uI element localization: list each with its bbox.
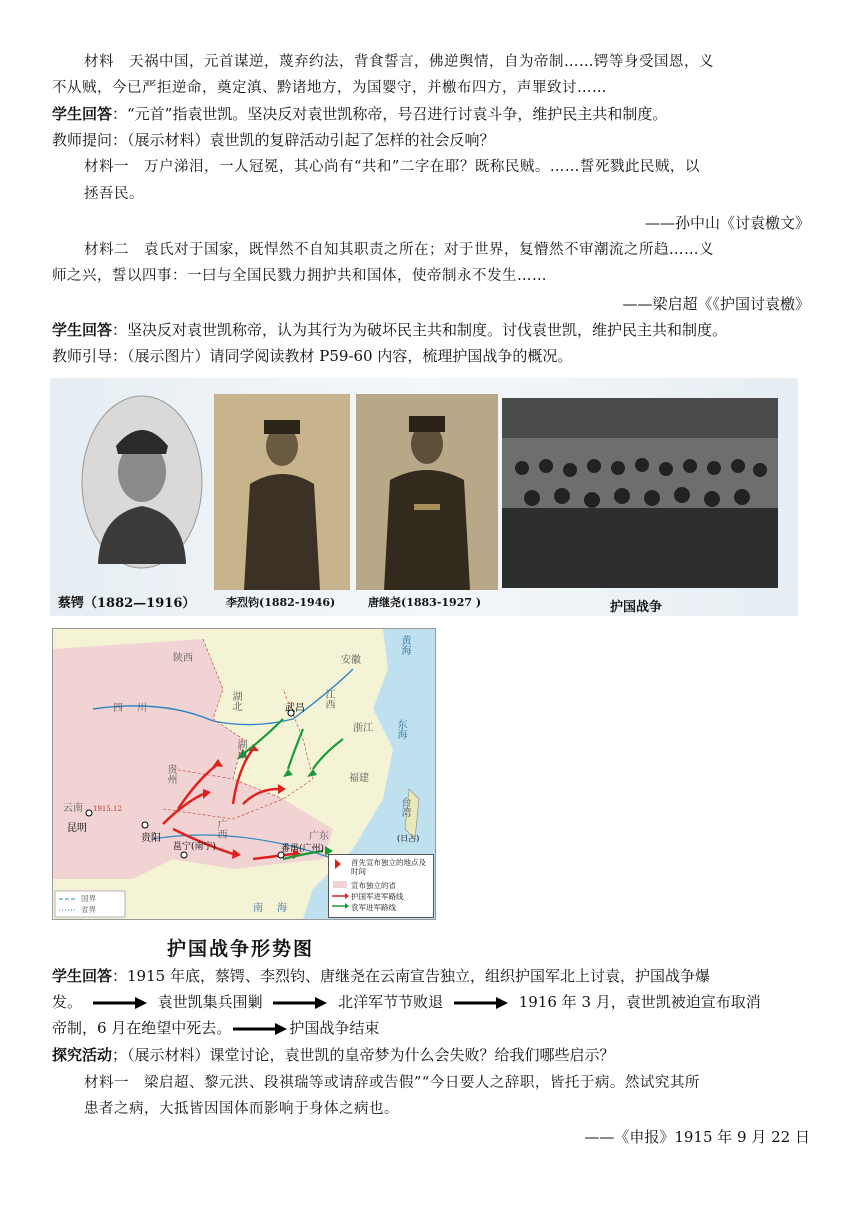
caption-li-liejun: 李烈钧(1882-1946) — [226, 596, 336, 609]
student-answer-2 — [52, 320, 810, 341]
sequence-step: 帝制，6 月在绝望中死去。 — [52, 1019, 232, 1037]
date-marker: 1915.12 — [93, 805, 122, 813]
region-label: 安徽 — [341, 655, 361, 666]
sea-label: 南海 — [253, 903, 301, 914]
city-guiyang: 贵阳 — [141, 833, 161, 844]
sequence-step: 1916 年 3 月，袁世凯被迫宣布取消 — [518, 993, 761, 1011]
region-label: 陕西 — [173, 653, 193, 664]
student-answer-text: ：坚决反对袁世凯称帝，认为其行为为破坏民主共和制度。讨伐袁世凯，维护民主共和制度。 — [112, 321, 728, 339]
sequence-step: 袁世凯集兵围剿 — [157, 993, 263, 1011]
inquiry-label: 探究活动 — [52, 1046, 113, 1064]
student-answer-label: 学生回答 — [52, 105, 113, 123]
material-one-cont: 拯吾民。 — [84, 186, 144, 202]
region-label: 贵州 — [165, 764, 176, 784]
teacher-guide: 教师引导：（展示图片）请同学阅读教材 P59-60 内容，梳理护国战争的概况。 — [52, 347, 573, 365]
region-label: 福建 — [349, 773, 369, 784]
source-shenbao: ——《申报》1915 年 9 月 22 日 — [584, 1128, 810, 1146]
city-nanning: 邕宁(南宁) — [173, 842, 217, 852]
legend-first: 首先宣布独立的地点及时间 — [351, 858, 426, 876]
student-answer-text: ：“元首”指袁世凯。坚决反对袁世凯称帝，号召进行讨袁斗争，维护民主共和制度。 — [112, 105, 668, 123]
arrow-icon — [273, 997, 327, 1009]
source-liang-qichao: ——梁启超《《护国讨袁檄》 — [622, 295, 810, 313]
caption-cai-e: 蔡锷（1882—1916） — [58, 596, 196, 611]
caption-huguo-war: 护国战争 — [610, 600, 663, 615]
material-two-cont: 师之兴，誓以四事：一曰与全国民戮力拥护共和国体，使帝制永不发生…… — [52, 268, 547, 284]
city-kunming: 昆明 — [67, 823, 87, 834]
map-legend — [328, 854, 434, 918]
student-answer-1 — [52, 104, 810, 125]
material-two-text: 材料二 袁氏对于国家，既悍然不自知其职责之所在；对于世界，复懵然不审潮流之所趋……义 — [84, 242, 714, 258]
region-label: 广东 — [309, 831, 329, 842]
region-label: 湖北 — [230, 691, 241, 711]
war-sequence — [52, 992, 810, 1013]
portrait-li-liejun — [214, 394, 350, 590]
caption-tang-jiyao: 唐继尧(1883-1927 ) — [368, 596, 482, 609]
material-shenbao-cont: 患者之病，大抵皆因国体而影响于身体之病也。 — [84, 1101, 399, 1117]
portrait-cai-e — [80, 394, 204, 570]
material-one-text: 材料一 万户涕泪，一人冠冕，其心尚有“共和”二字在耶？既称民贼。……誓死戮此民贼，以 — [84, 159, 700, 175]
legend-yuan: 袁军进军路线 — [351, 903, 396, 912]
student-answer-3 — [52, 966, 810, 987]
legend-provinces: 宣布独立的省 — [351, 881, 396, 890]
sequence-start: 发。 — [52, 993, 83, 1011]
student-answer-label: 学生回答 — [52, 321, 113, 339]
city-panyu: 番禺(广州) — [281, 844, 325, 854]
region-label: 广西 — [215, 819, 226, 839]
arrow-icon — [93, 997, 147, 1009]
inquiry-text: ；（展示材料）课堂讨论，袁世凯的皇帝梦为什么会失败？给我们哪些启示？ — [112, 1046, 615, 1064]
student-answer-label: 学生回答 — [52, 967, 113, 985]
region-label: 浙江 — [353, 723, 373, 734]
city-wuchang: 武昌 — [285, 703, 305, 714]
student-answer-text: ：1915 年底，蔡锷、李烈钧、唐继尧在云南宣告独立，组织护国军北上讨袁，护国战争爆 — [112, 967, 710, 985]
taiwan-note: (日占) — [397, 834, 420, 843]
portrait-strip — [50, 378, 798, 616]
sequence-step: 北洋军节节败退 — [338, 993, 444, 1011]
map-title: 护国战争形势图 — [167, 938, 315, 960]
inquiry-activity — [52, 1045, 810, 1066]
sea-label: 东海 — [395, 719, 406, 739]
material-text-1-cont: 不从贼，今已严拒逆命，奠定滇、黔诸地方，为国婴守，并檄布四方，声罪致讨…… — [52, 80, 607, 96]
legend-province-border: 省界 — [81, 905, 96, 914]
material-text-1: 材料 天祸中国，元首谋逆，蔑弃约法，背食誓言，佛逆舆情，自为帝制……锷等身受国恩，义 — [84, 54, 714, 70]
war-sequence-end — [52, 1018, 810, 1039]
photo-huguo-war — [502, 398, 778, 588]
region-label: 江西 — [323, 689, 334, 709]
legend-border: 国界 — [81, 894, 96, 903]
legend-huguo: 护国军进军路线 — [351, 892, 404, 901]
source-sun-zhongshan: ——孙中山《讨袁檄文》 — [644, 214, 810, 232]
sea-label: 黄海 — [399, 635, 410, 655]
arrow-icon — [233, 1023, 287, 1035]
teacher-question: 教师提问：（展示材料）袁世凯的复辟活动引起了怎样的社会反响？ — [52, 131, 495, 149]
material-shenbao: 材料一 梁启超、黎元洪、段祺瑞等或请辞或告假”“今日要人之辞职，皆托于病。然试究其所 — [84, 1075, 700, 1091]
region-label: 四川 — [113, 703, 161, 714]
huguo-war-map — [52, 628, 436, 920]
portrait-tang-jiyao — [356, 394, 498, 590]
arrow-icon — [454, 997, 508, 1009]
sequence-end: 护国战争结束 — [289, 1019, 380, 1037]
region-label: 台湾 — [399, 797, 410, 817]
region-label: 湖南 — [235, 739, 246, 759]
region-label: 云南 — [63, 803, 83, 814]
